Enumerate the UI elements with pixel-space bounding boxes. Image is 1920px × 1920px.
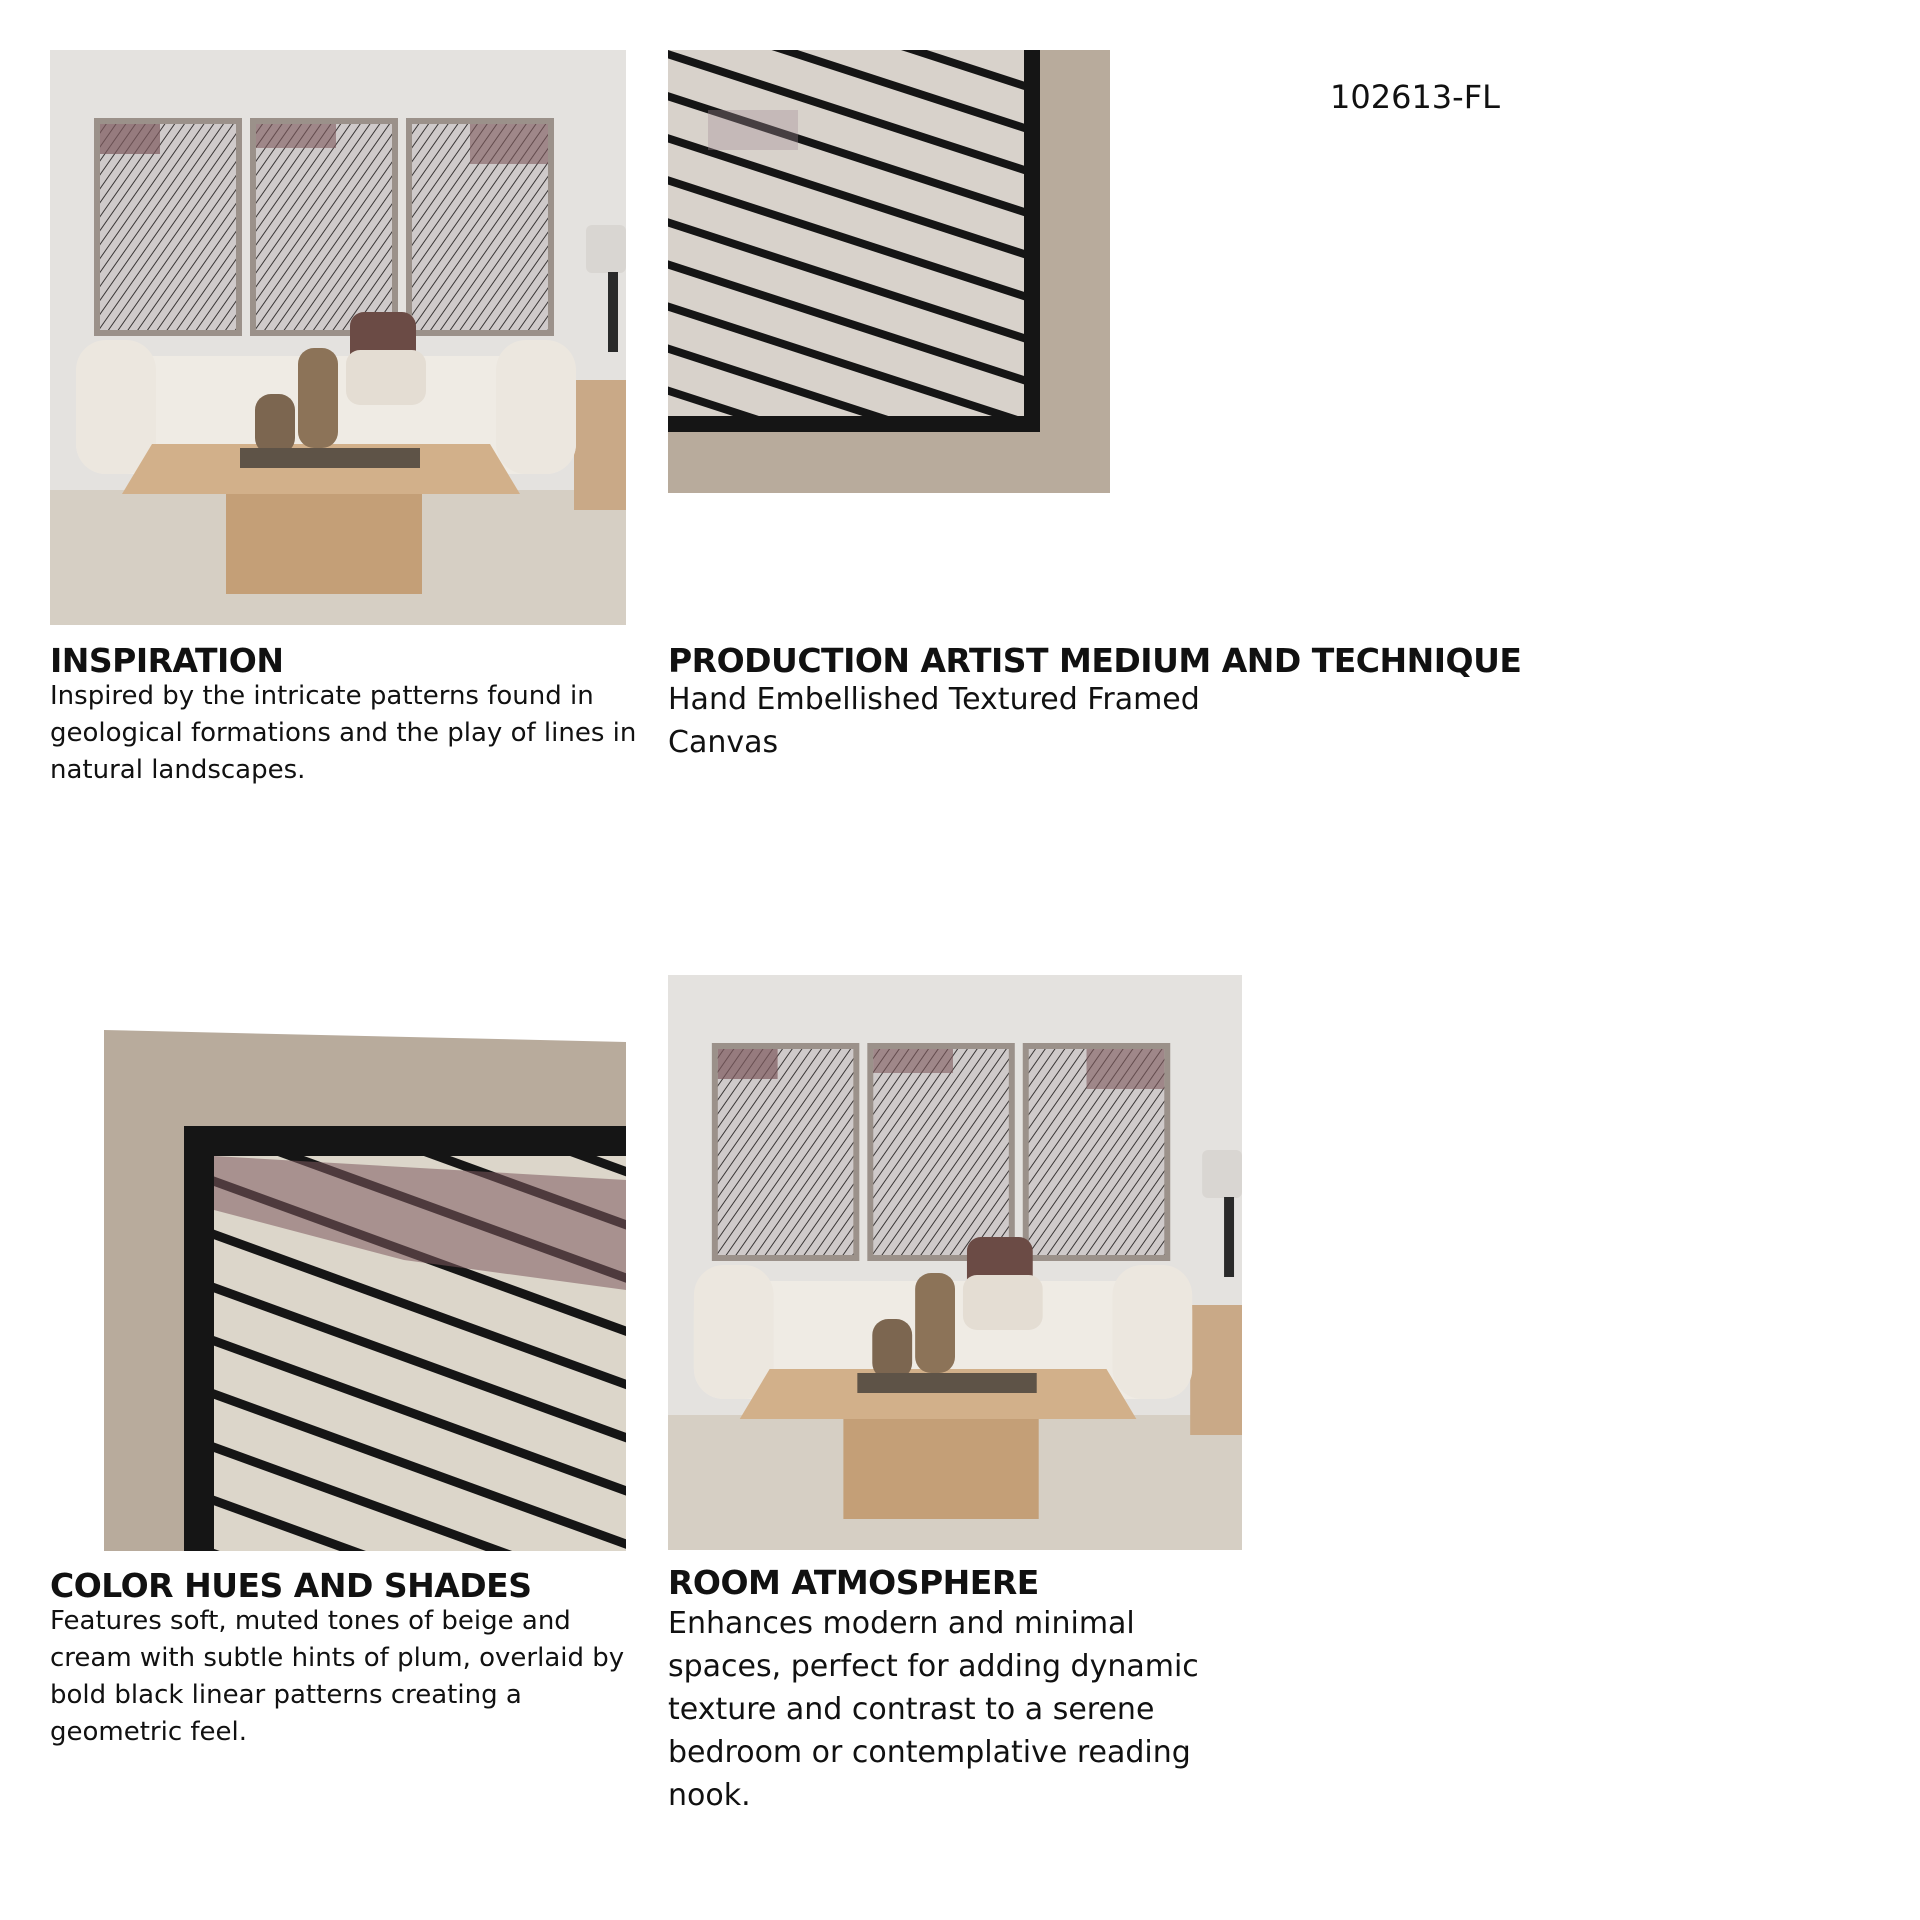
room-atmosphere-body: Enhances modern and minimal spaces, perfect for adding dynamic texture and contrast to a serene bedroom or contemplative reading nook. bbox=[668, 1606, 1199, 1813]
inspiration-body: Inspired by the intricate patterns found in geological formations and the play of lines in natural landscapes. bbox=[50, 681, 637, 785]
product-sku: 102613-FL bbox=[1330, 78, 1500, 116]
color-hues-heading: COLOR HUES AND SHADES bbox=[50, 1566, 532, 1605]
room-scene-image-2 bbox=[668, 975, 1242, 1550]
color-hues-body: Features soft, muted tones of beige and cream with subtle hints of plum, overlaid by bold black linear patterns creating a geometric feel. bbox=[50, 1606, 625, 1747]
frame-detail-image-2 bbox=[104, 1030, 626, 1551]
room-atmosphere-heading: ROOM ATMOSPHERE bbox=[668, 1563, 1039, 1602]
frame-detail-image-1 bbox=[668, 50, 1110, 493]
inspiration-heading: INSPIRATION bbox=[50, 641, 284, 680]
production-technique-heading: PRODUCTION ARTIST MEDIUM AND TECHNIQUE bbox=[668, 641, 1522, 680]
room-scene-image-1 bbox=[50, 50, 626, 625]
production-technique-line-2: Canvas bbox=[668, 725, 779, 760]
production-technique-line-1: Hand Embellished Textured Framed bbox=[668, 682, 1200, 717]
